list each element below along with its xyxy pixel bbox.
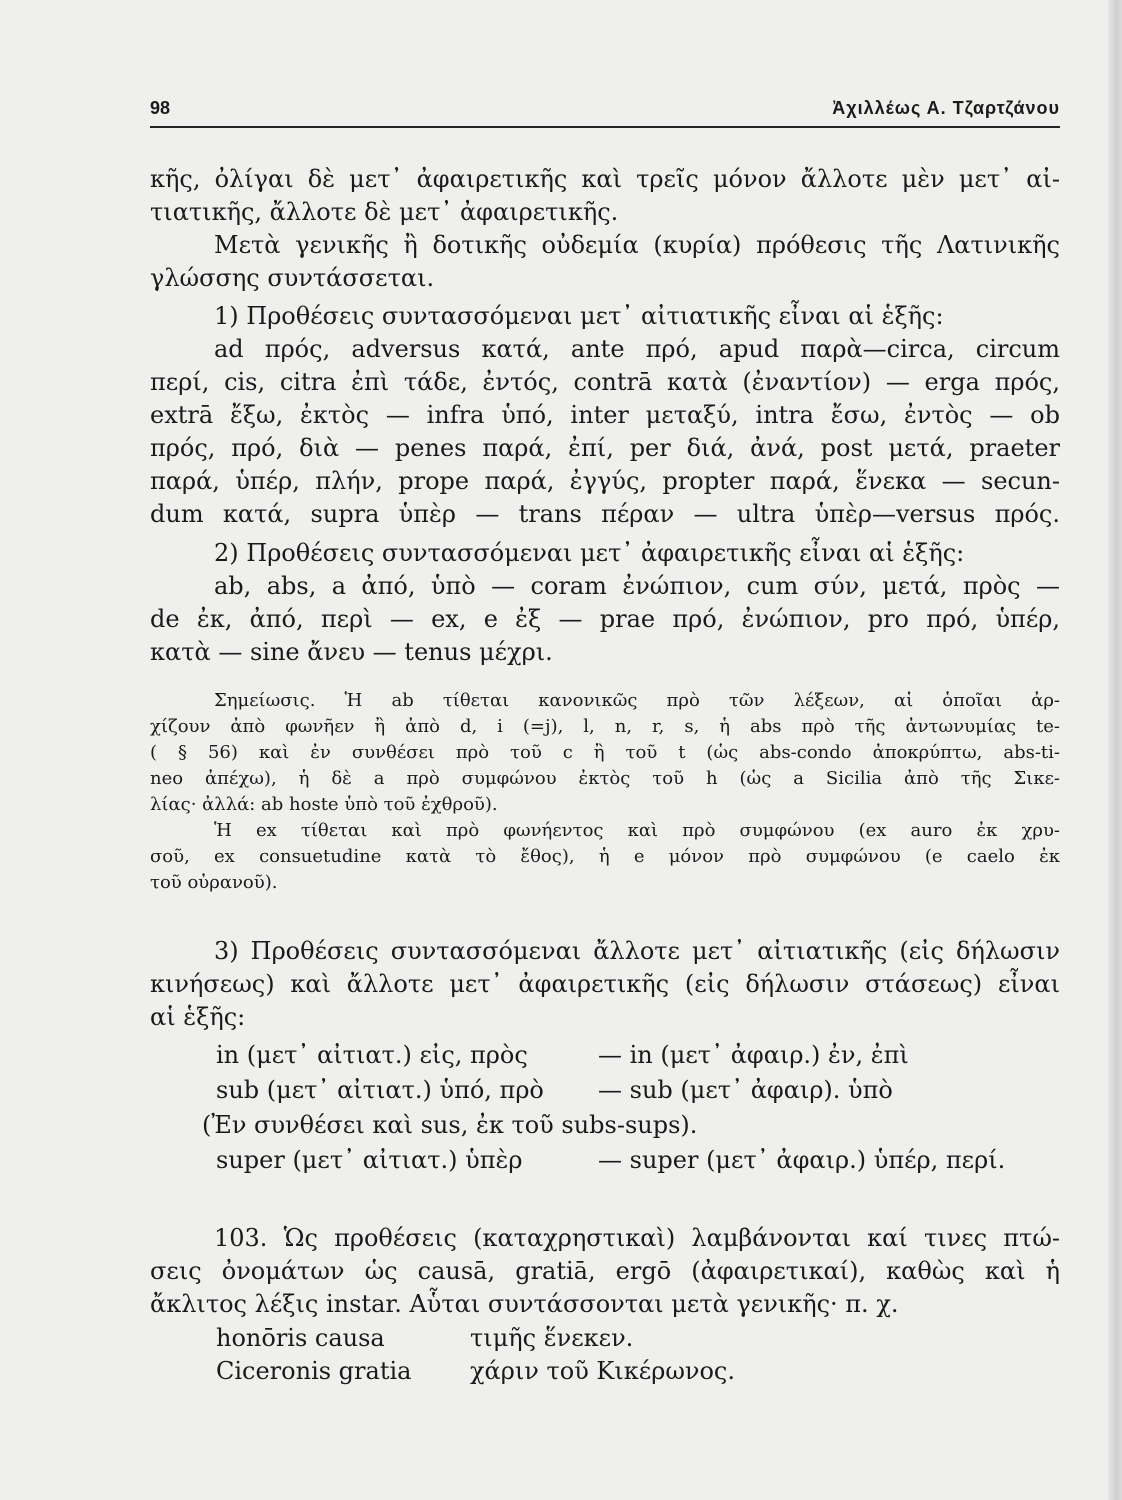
table-row	[216, 1038, 1066, 1073]
table-cell: sub (μετ᾿ αἰτιατ.) ὑπό, πρὸ	[216, 1076, 544, 1104]
note-line: ( § 56) καὶ ἐν συνθέσει πρὸ τοῦ c ἢ τοῦ t (ὡς abs-condo ἀποκρύπτω, abs-ti-	[150, 742, 1060, 763]
text-line: κατὰ — sine ἄνευ — tenus μέχρι.	[150, 638, 553, 666]
section-heading: 2) Προθέσεις συντασσόμεναι μετ᾿ ἀφαιρετικῆς εἶναι αἱ ἑξῆς:	[214, 539, 965, 567]
text-line: περί, cis, citra ἐπὶ τάδε, ἐντός, contrā κατὰ (ἐναντίον) — erga πρός,	[150, 368, 1060, 396]
text-line: ad πρός, adversus κατά, ante πρό, apud παρὰ—circa, circum	[214, 335, 1060, 363]
running-title: Ἀχιλλέως Α. Τζαρτζάνου	[832, 98, 1060, 118]
table-cell: in (μετ᾿ αἰτιατ.) εἰς, πρὸς	[216, 1041, 528, 1069]
text-line: σεις ὀνομάτων ὡς causā, gratiā, ergō (ἀφαιρετικαί), καθὼς καὶ ἡ	[150, 1257, 1060, 1285]
table-row	[202, 1108, 1066, 1143]
text-line: τιατικῆς, ἄλλοτε δὲ μετ᾿ ἀφαιρετικῆς.	[150, 198, 619, 226]
examples-table	[216, 1322, 916, 1388]
text-line: παρά, ὑπέρ, πλήν, prope παρά, ἐγγύς, propter παρά, ἕνεκα — secun-	[150, 467, 1060, 495]
running-header	[150, 98, 1060, 128]
table-cell: (Ἐν συνθέσει καὶ sus, ἐκ τοῦ subs-sups).	[202, 1111, 698, 1139]
example-row	[216, 1322, 916, 1355]
text-line: πρός, πρό, διὰ — penes παρά, ἐπί, per διά, ἀνά, post μετά, praeter	[150, 434, 1060, 462]
section-2	[150, 537, 1060, 669]
section-heading: 103. Ὡς προθέσεις (καταχρηστικαὶ) λαμβάνονται καί τινες πτώ-	[214, 1224, 1060, 1252]
table-row	[216, 1073, 1066, 1108]
example-row	[216, 1355, 916, 1388]
note-line: neo ἀπέχω), ἡ δὲ a πρὸ συμφώνου ἐκτὸς τοῦ h (ὡς a Sicilia ἀπὸ τῆς Σικε-	[150, 768, 1060, 789]
note-line: Σημείωσις. Ἡ ab τίθεται κανονικῶς πρὸ τῶν λέξεων, αἱ ὁποῖαι ἀρ-	[214, 690, 1060, 711]
section-heading: 3) Προθέσεις συντασσόμεναι ἄλλοτε μετ᾿ αἰτιατικῆς (εἰς δήλωσιν	[214, 937, 1060, 965]
example-greek: χάριν τοῦ Κικέρωνος.	[470, 1357, 735, 1385]
text-line: ἄκλιτος λέξις instar. Αὗται συντάσσονται μετὰ γενικῆς· π. χ.	[150, 1290, 899, 1318]
section-1	[150, 300, 1060, 531]
section-3	[150, 935, 1060, 1034]
intro-paragraph	[150, 163, 1060, 295]
table-cell: — super (μετ᾿ ἀφαιρ.) ὑπέρ, περί.	[598, 1146, 1006, 1174]
text-line: κινήσεως) καὶ ἄλλοτε μετ᾿ ἀφαιρετικῆς (εἰς δήλωσιν στάσεως) εἶναι	[150, 970, 1060, 998]
text-line: extrā ἔξω, ἐκτὸς — infra ὑπό, inter μεταξύ, intra ἔσω, ἐντὸς — ob	[150, 401, 1060, 429]
table-cell: — in (μετ᾿ ἀφαιρ.) ἐν, ἐπὶ	[598, 1041, 909, 1069]
note-line: τοῦ οὐρανοῦ).	[150, 872, 278, 893]
text-line: dum κατά, supra ὑπὲρ — trans πέραν — ultra ὑπὲρ—versus πρός.	[150, 500, 1060, 528]
text-line: κῆς, ὀλίγαι δὲ μετ᾿ ἀφαιρετικῆς καὶ τρεῖς μόνον ἄλλοτε μὲν μετ᾿ αἰ-	[150, 165, 1060, 193]
section-103	[150, 1222, 1060, 1321]
example-greek: τιμῆς ἕνεκεν.	[470, 1324, 634, 1352]
preposition-table	[202, 1038, 1066, 1178]
table-cell: super (μετ᾿ αἰτιατ.) ὑπὲρ	[216, 1146, 523, 1174]
example-latin: Ciceronis gratia	[216, 1357, 412, 1385]
note-line: σοῦ, ex consuetudine κατὰ τὸ ἔθος), ἡ e μόνον πρὸ συμφώνου (e caelo ἐκ	[150, 846, 1060, 867]
note-line: χίζουν ἀπὸ φωνῆεν ἢ ἀπὸ d, i (=j), l, n, r, s, ἡ abs πρὸ τῆς ἀντωνυμίας te-	[150, 716, 1060, 737]
table-cell: — sub (μετ᾿ ἀφαιρ). ὑπὸ	[598, 1076, 893, 1104]
header-rule	[150, 126, 1060, 128]
example-latin: honōris causa	[216, 1324, 385, 1352]
text-line: ab, abs, a ἀπό, ὑπὸ — coram ἐνώπιον, cum σύν, μετά, πρὸς —	[214, 572, 1060, 600]
text-line: de ἐκ, ἀπό, περὶ — ex, e ἐξ — prae πρό, ἐνώπιον, pro πρό, ὑπέρ,	[150, 605, 1061, 633]
note-line: Ἡ ex τίθεται καὶ πρὸ φωνήεντος καὶ πρὸ συμφώνου (ex auro ἐκ χρυ-	[214, 820, 1060, 841]
text-line: αἱ ἑξῆς:	[150, 1003, 246, 1031]
page-number: 98	[150, 98, 171, 118]
note-line: λίας· ἀλλά: ab hoste ὑπὸ τοῦ ἐχθροῦ).	[150, 794, 498, 815]
text-line: γλώσσης συντάσσεται.	[150, 264, 435, 292]
page-spine-shadow	[1108, 0, 1122, 1500]
section-heading: 1) Προθέσεις συντασσόμεναι μετ᾿ αἰτιατικῆς εἶναι αἱ ἑξῆς:	[214, 302, 944, 330]
table-row	[216, 1143, 1066, 1178]
note-block	[150, 688, 1060, 896]
text-line: Μετὰ γενικῆς ἢ δοτικῆς οὐδεμία (κυρία) πρόθεσις τῆς Λατινικῆς	[214, 231, 1060, 259]
